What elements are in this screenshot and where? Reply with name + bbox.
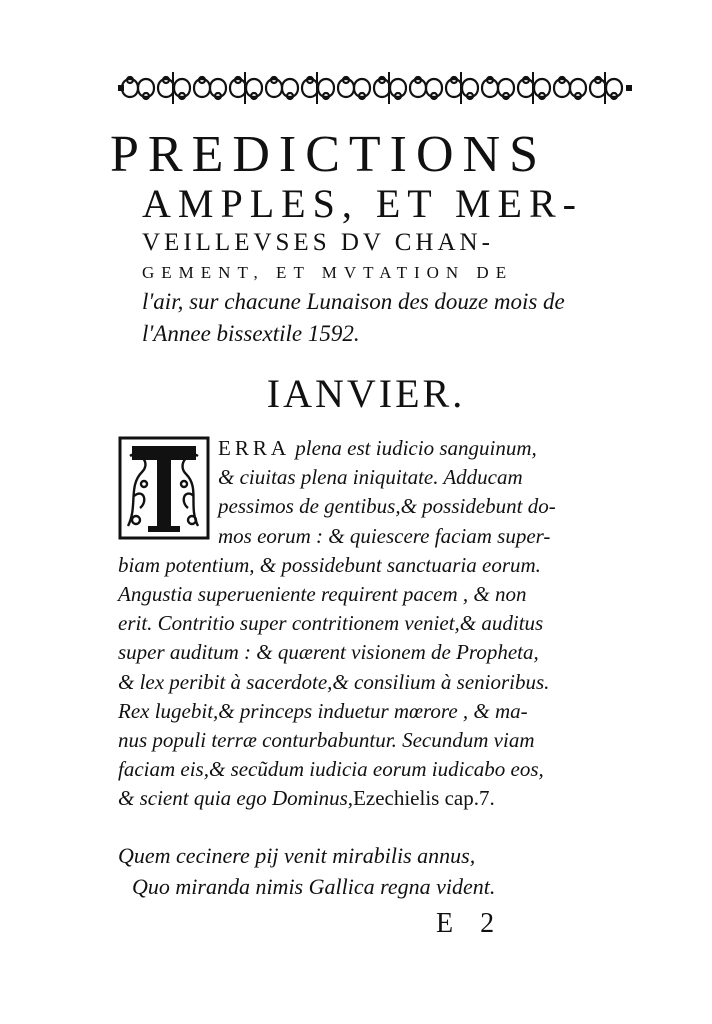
verse-couplet — [118, 840, 658, 902]
signature-mark: E 2 — [436, 908, 505, 939]
title-line-5: l'air, sur chacune Lunaison des douze mois de — [142, 289, 565, 314]
title-line-2: AMPLES, ET MER- — [142, 181, 583, 226]
month-heading: IANVIER. — [266, 371, 466, 416]
title-line-3: VEILLEVSES DV CHAN- — [142, 229, 494, 256]
body-line-5: biam potentium, & possidebunt sanctuaria eorum. — [118, 552, 541, 577]
dropcap-letter: T — [163, 537, 165, 538]
body-line-12: faciam eis,& secũdum iudicia eorum iudicabo eos, — [118, 757, 544, 782]
scripture-reference: Ezechielis cap.7. — [353, 786, 495, 811]
body-line-2: & ciuitas plena iniquitate. Adducam — [218, 465, 523, 490]
title-line-4: GEMENT, ET MVTATION DE — [142, 263, 514, 282]
body-line-3: pessimos de gentibus,& possidebunt do- — [218, 494, 556, 519]
verse-line-1: Quem cecinere pij venit mirabilis annus, — [118, 843, 476, 868]
verse-line-2: Quo miranda nimis Gallica regna vident. — [132, 874, 496, 899]
ornamental-border — [118, 68, 638, 108]
body-line-9: & lex peribit à sacerdote,& consilium à senioribus. — [118, 669, 550, 694]
body-line-1: ERRA plena est iudicio sanguinum, — [218, 436, 537, 460]
body-line-7: erit. Contritio super contritionem veniet,& auditus — [118, 611, 544, 636]
title-line-1: PREDICTIONS — [110, 126, 548, 183]
body-line-8: super auditum : & quærent visionem de Propheta, — [118, 640, 539, 665]
title-line-6: l'Annee bissextile 1592. — [142, 321, 360, 346]
title-block — [110, 128, 650, 350]
body-line-4: mos eorum : & quiescere faciam super- — [218, 523, 551, 548]
body-line-6: Angustia superueniente requirent pacem , & non — [118, 582, 527, 607]
body-line-11: nus populi terræ conturbabuntur. Secundum viam — [118, 728, 535, 753]
body-line-10: Rex lugebit,& princeps induetur mœrore , & ma- — [118, 698, 528, 723]
prophecy-text — [118, 434, 658, 814]
body-line-13: & scient quia ego Dominus,Ezechielis cap.7. — [118, 786, 495, 811]
